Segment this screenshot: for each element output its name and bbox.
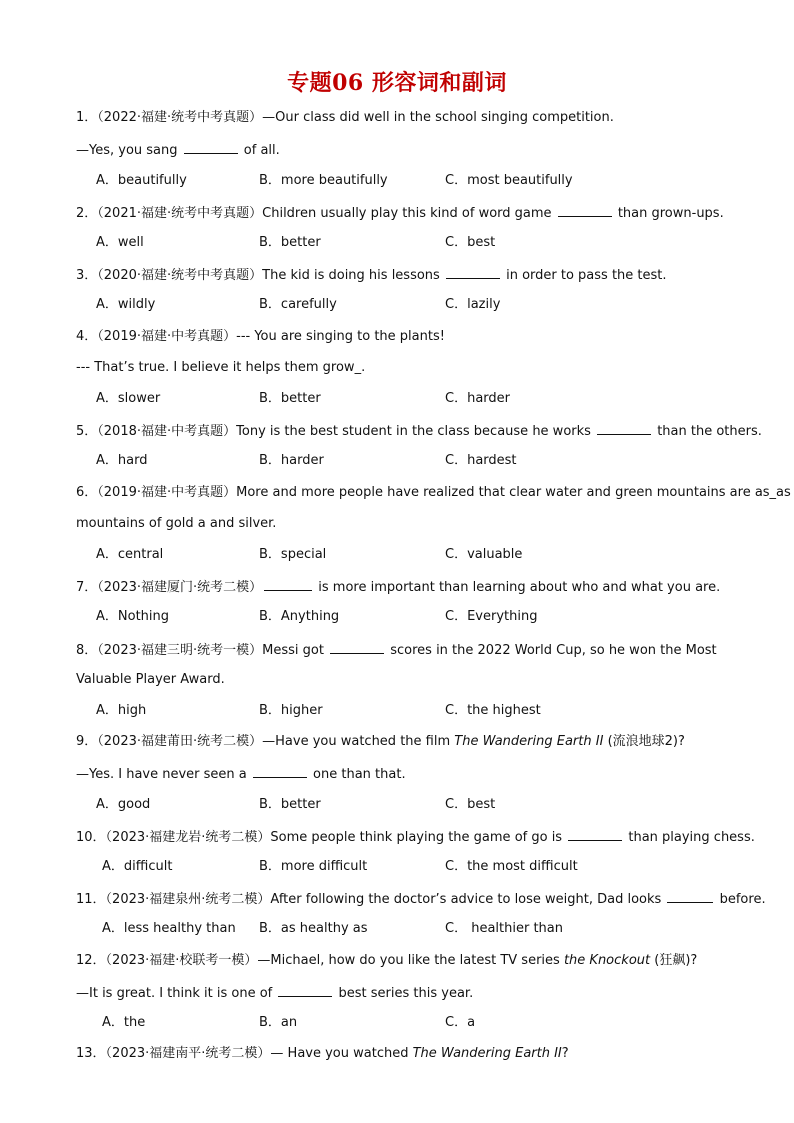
option-c: C．the highest: [445, 703, 541, 718]
option-c: C．a: [445, 1015, 476, 1030]
answer-blank: [330, 641, 384, 654]
question-2: 2．（2021·福建·统考中考真题）Children usually play this kind of word game than grown-ups.: [76, 206, 724, 221]
option-b: B．higher: [259, 703, 323, 718]
question-12: 12．（2023·福建·校联考一模）—Michael, how do you like the latest TV series the Knockout (狂飙)?: [76, 953, 698, 968]
question-9-line2: —Yes. I have never seen a one than that.: [76, 767, 406, 782]
option-a: A．slower: [96, 391, 161, 406]
page-title: 专题06 形容词和副词: [287, 70, 507, 96]
option-c: C． healthier than: [445, 921, 563, 936]
option-c: C．harder: [445, 391, 510, 406]
option-a: A．difficult: [102, 859, 173, 874]
answer-blank: [446, 266, 500, 279]
option-b: B．carefully: [259, 297, 337, 312]
option-b: B．an: [259, 1015, 298, 1030]
question-12-line2: —It is great. I think it is one of best series this year.: [76, 986, 474, 1001]
question-7: 7．（2023·福建厦门·统考二模） is more important than learning about who and what you are.: [76, 580, 721, 595]
option-b: B．better: [259, 235, 321, 250]
option-a: A．good: [96, 797, 151, 812]
option-c: C．best: [445, 235, 496, 250]
question-5: 5．（2018·福建·中考真题）Tony is the best student in the class because he works than the others.: [76, 424, 762, 439]
option-a: A．Nothing: [96, 609, 170, 624]
answer-blank: [253, 765, 307, 778]
option-c: C．most beautifully: [445, 173, 573, 188]
option-a: A．wildly: [96, 297, 156, 312]
answer-blank: [264, 578, 312, 591]
question-10: 10．（2023·福建龙岩·统考二模）Some people think playing the game of go is than playing chess.: [76, 830, 755, 845]
answer-blank: [278, 984, 332, 997]
question-8: 8．（2023·福建三明·统考一模）Messi got scores in the 2022 World Cup, so he won the Most: [76, 643, 717, 658]
question-6: 6．（2019·福建·中考真题）More and more people have realized that clear water and green mountains are as_as: [76, 485, 791, 500]
answer-blank: [597, 422, 651, 435]
option-a: A．less healthy than: [102, 921, 236, 936]
option-b: B．more difficult: [259, 859, 368, 874]
answer-blank: [568, 828, 622, 841]
question-1-line2: —Yes, you sang of all.: [76, 143, 280, 158]
answer-blank: [667, 890, 713, 903]
answer-blank: [558, 204, 612, 217]
option-a: A．well: [96, 235, 144, 250]
question-11: 11．（2023·福建泉州·统考二模）After following the doctor’s advice to lose weight, Dad looks before.: [76, 892, 766, 907]
option-c: C．best: [445, 797, 496, 812]
option-a: A．beautifully: [96, 173, 187, 188]
question-3: 3．（2020·福建·统考中考真题）The kid is doing his lessons in order to pass the test.: [76, 268, 667, 283]
answer-blank: [184, 141, 238, 154]
option-b: B．better: [259, 797, 321, 812]
option-b: B．as healthy as: [259, 921, 368, 936]
option-a: A．hard: [96, 453, 148, 468]
option-c: C．lazily: [445, 297, 501, 312]
question-8-line2: Valuable Player Award.: [76, 672, 225, 687]
option-b: B．more beautifully: [259, 173, 388, 188]
question-1: 1．（2022·福建·统考中考真题）—Our class did well in the school singing competition.: [76, 110, 614, 125]
option-c: C．the most difficult: [445, 859, 578, 874]
option-b: B．Anything: [259, 609, 340, 624]
option-c: C．hardest: [445, 453, 517, 468]
question-4-line2: --- That’s true. I believe it helps them grow_.: [76, 360, 366, 375]
option-a: A．central: [96, 547, 164, 562]
option-c: C．Everything: [445, 609, 538, 624]
option-c: C．valuable: [445, 547, 523, 562]
option-b: B．better: [259, 391, 321, 406]
question-13: 13．（2023·福建南平·统考二模）— Have you watched The Wandering Earth II?: [76, 1046, 569, 1061]
option-a: A．high: [96, 703, 147, 718]
option-a: A．the: [102, 1015, 146, 1030]
question-6-line2: mountains of gold a and silver.: [76, 516, 277, 531]
question-9: 9．（2023·福建莆田·统考二模）—Have you watched the film The Wandering Earth II (流浪地球2)?: [76, 734, 685, 749]
option-b: B．special: [259, 547, 327, 562]
question-4: 4．（2019·福建·中考真题）--- You are singing to the plants!: [76, 329, 445, 344]
option-b: B．harder: [259, 453, 324, 468]
